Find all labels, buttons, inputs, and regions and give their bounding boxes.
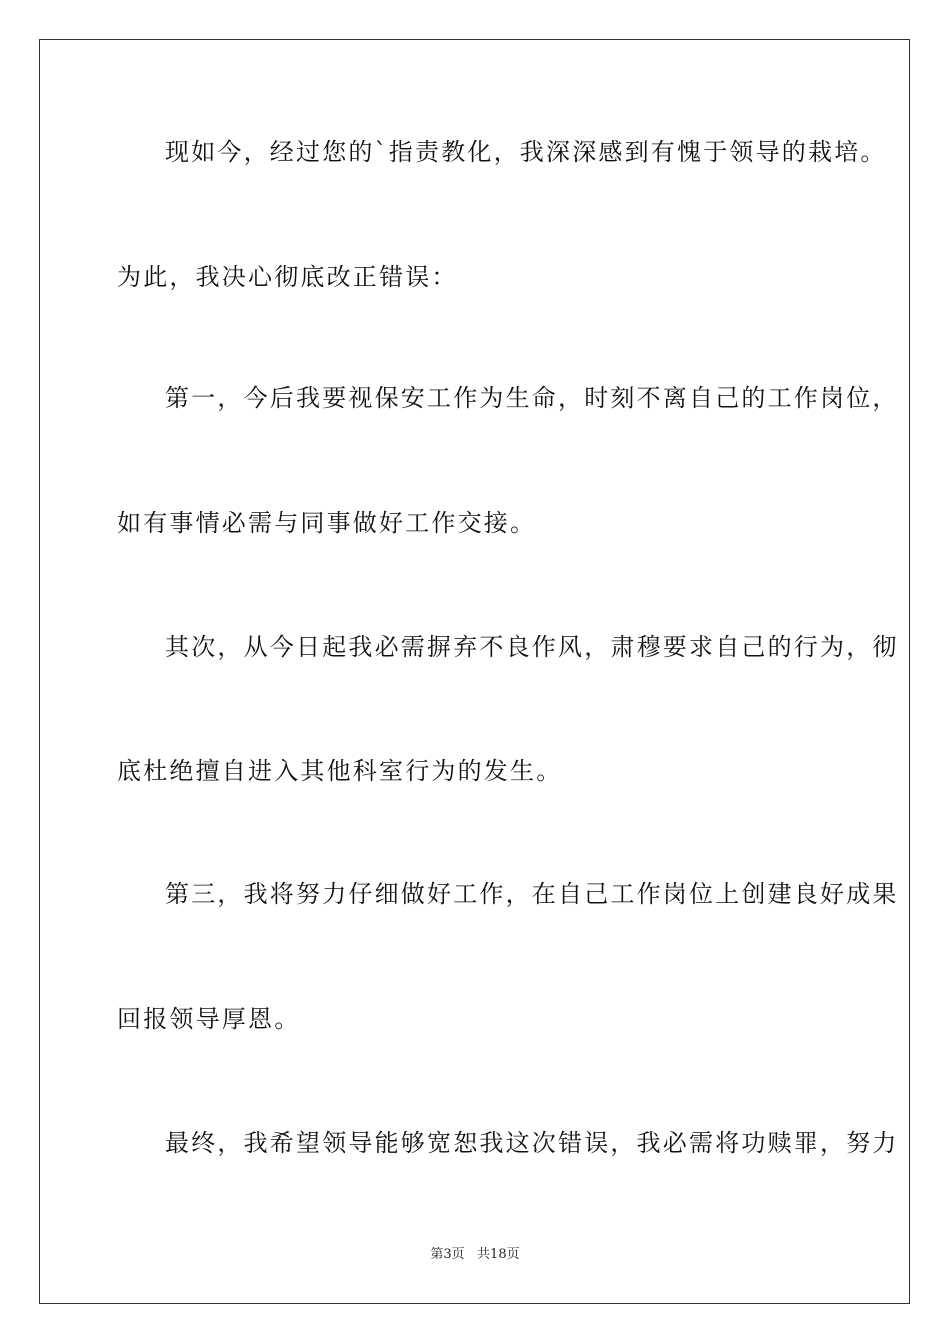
- paragraph-line-7: 第三，我将努力仔细做好工作，在自己工作岗位上创建良好成果: [165, 880, 899, 908]
- paragraph-line-9: 最终，我希望领导能够宽恕我这次错误，我必需将功赎罪，努力: [165, 1129, 899, 1157]
- paragraph-line-3: 第一，今后我要视保安工作为生命，时刻不离自己的工作岗位，: [165, 384, 899, 412]
- paragraph-line-5: 其次，从今日起我必需摒弃不良作风，肃穆要求自己的行为，彻: [165, 633, 899, 661]
- paragraph-line-8: 回报领导厚恩。: [117, 1005, 301, 1033]
- page-number-footer: 第3页 共18页: [430, 1247, 520, 1262]
- paragraph-line-6: 底杜绝擅自进入其他科室行为的发生。: [117, 757, 563, 785]
- paragraph-line-2: 为此，我决心彻底改正错误：: [117, 263, 458, 291]
- page-border: [39, 39, 910, 1304]
- paragraph-line-1: 现如今，经过您的`指责教化，我深深感到有愧于领导的栽培。: [165, 138, 887, 166]
- paragraph-line-4: 如有事情必需与同事做好工作交接。: [117, 509, 537, 537]
